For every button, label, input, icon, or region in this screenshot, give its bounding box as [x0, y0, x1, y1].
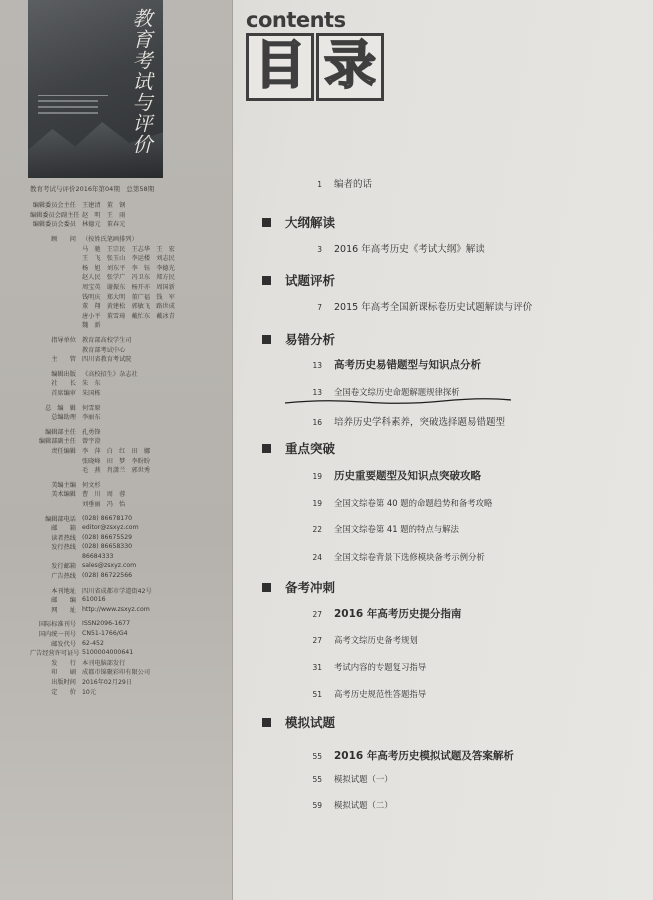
credit-value: 教育部考试中心 [82, 346, 126, 354]
toc-page-number: 24 [312, 553, 322, 562]
credit-value: 四川省教育考试院 [82, 356, 132, 364]
credit-value: 何文杉 [82, 481, 101, 489]
toc-entry-title: 全国文综卷第 40 题的命题趋势和备考攻略 [334, 498, 493, 508]
credit-value: 2016年02月29日 [82, 679, 133, 687]
toc-page-number: 3 [317, 245, 322, 254]
toc-entry [296, 176, 372, 190]
credit-value: (028) 86678170 [82, 514, 133, 522]
toc-entry-title: 2015 年高考全国新课标卷历史试题解读与评价 [334, 302, 533, 313]
credit-value: (028) 86722566 [82, 572, 133, 580]
credit-value: 张晓峰 田 梦 李盼盼 [82, 457, 151, 465]
toc-section-title: 大纲解读 [285, 215, 336, 230]
toc-entry-title: 全国文综卷背景下选修模块备考示例分析 [334, 552, 485, 562]
credit-value: 李丽东 [82, 414, 101, 422]
square-bullet-icon [262, 218, 271, 227]
toc-page-number: 27 [312, 610, 322, 619]
toc-page-number: 31 [312, 663, 322, 672]
square-bullet-icon [262, 444, 271, 453]
credit-label: 主 管 [51, 356, 76, 364]
square-bullet-icon [262, 718, 271, 727]
toc-page-number: 19 [312, 472, 322, 481]
credit-label: 国内统一刊号 [38, 631, 76, 639]
toc-entry [296, 551, 485, 563]
credit-label: 定 价 [51, 688, 76, 696]
toc-section-heading [262, 713, 335, 731]
credit-label: 读者热线 [51, 534, 76, 542]
toc-entry-title: 历史重要题型及知识点突破攻略 [334, 470, 481, 482]
credit-value: 朱国栋 [82, 389, 101, 397]
credit-value: editor@zsxyz.com [82, 524, 139, 532]
credit-value: 朱 东 [82, 380, 101, 388]
credit-value: 四川省成都市学道街42号 [82, 587, 152, 595]
credit-value: 林德元 董春元 [82, 221, 126, 229]
toc-entry [296, 688, 426, 700]
toc-entry [296, 414, 505, 428]
credit-label: 印 刷 [51, 669, 76, 677]
toc-entry-title: 高考文综历史备考规划 [334, 635, 418, 645]
credit-value: 10元 [82, 688, 97, 696]
toc-page-number: 55 [312, 752, 322, 761]
toc-entry-title: 全国文综卷第 41 题的特点与解法 [334, 524, 459, 534]
credit-label: 发行热线 [51, 544, 76, 552]
credit-value: 李 萍 白 红 田 娜 [82, 447, 151, 455]
square-bullet-icon [262, 276, 271, 285]
handwritten-underline [283, 397, 513, 407]
toc-section-title: 易错分析 [285, 332, 336, 347]
credit-value: 610016 [82, 596, 106, 604]
issue-line: 教育考试与评价2016年第04期 总第58期 [30, 185, 155, 193]
toc-entry [296, 497, 492, 509]
toc-entry [296, 241, 485, 255]
toc-entry-title: 高考历史规范性答题指导 [334, 689, 427, 699]
toc-section-title: 备考冲刺 [285, 580, 336, 595]
toc-section-title: 模拟试题 [285, 715, 336, 730]
toc-section-title: 重点突破 [285, 441, 336, 456]
credit-value: 钱明庆 郑大明 董广福 钱 军 [82, 293, 175, 301]
logo-char-mu: 目 [246, 33, 314, 101]
toc-section-heading [262, 213, 335, 231]
credit-value: 周宝英 谢振东 杨开亦 周国新 [82, 284, 175, 292]
toc-entry-title: 2016 年高考历史《考试大纲》解读 [334, 244, 485, 255]
credit-value: 何雪原 [82, 404, 101, 412]
credit-value: 86684333 [82, 552, 114, 560]
square-bullet-icon [262, 335, 271, 344]
toc-entry-title: 高考历史易错题型与知识点分析 [334, 359, 481, 371]
toc-page-number: 55 [312, 775, 322, 784]
toc-entry [296, 799, 393, 811]
credit-value: 赵人民 张学广 冯卫东 郑方民 [82, 274, 175, 282]
credit-label: 邮发代号 [51, 640, 76, 648]
toc-entry [296, 606, 461, 621]
toc-page-number: 7 [317, 303, 322, 312]
credit-label: 邮 箱 [51, 525, 76, 533]
toc-page-number: 59 [312, 801, 322, 810]
toc-entry [296, 748, 514, 763]
credit-label: 编辑委员会副主任 [30, 211, 80, 219]
credit-label: 美编主编 [51, 481, 76, 489]
toc-entry-title: 考试内容的专题复习指导 [334, 662, 427, 672]
contents-word: contents [246, 8, 346, 32]
credit-value: 教育部高校学生司 [82, 337, 132, 345]
credit-value: 62-452 [82, 639, 104, 647]
toc-entry-title: 2016 年高考历史模拟试题及答案解析 [334, 750, 514, 762]
toc-entry [296, 634, 418, 646]
square-bullet-icon [262, 583, 271, 592]
credit-value: 杨 旭 刘东平 李 钰 李德光 [82, 264, 175, 272]
credit-label: 邮 编 [51, 597, 76, 605]
credit-value: 王建清 董 钢 [82, 202, 126, 210]
credit-value: 曾宇澄 [82, 438, 101, 446]
credit-value: 5100004000641 [82, 649, 134, 657]
credit-value: 唐小平 董雪琦 戴忙东 戴冰青 [82, 312, 175, 320]
credit-label: 美术编辑 [51, 491, 76, 499]
credit-value: sales@zsxyz.com [82, 562, 137, 570]
credit-label: 编辑部副主任 [38, 438, 76, 446]
credit-label: 发行邮箱 [51, 563, 76, 571]
toc-page-number: 22 [312, 525, 322, 534]
credit-value: 本刊电脑部发行 [82, 659, 126, 667]
toc-entry-title: 模拟试题（一） [334, 774, 393, 784]
credit-label: 编辑委员会主任 [32, 202, 76, 210]
toc-page-number: 1 [317, 180, 322, 189]
credit-value: (028) 86675529 [82, 533, 133, 541]
credit-value: ISSN2096-1677 [82, 620, 131, 628]
toc-entry-title: 培养历史学科素养，突破选择题易错题型 [334, 417, 506, 428]
toc-section-title: 试题评析 [285, 273, 336, 288]
credit-value: 成都市锦聚彩印有限公司 [82, 669, 151, 677]
credit-value: CN51-1766/G4 [82, 630, 128, 638]
credit-label: 顾 问 [51, 236, 76, 244]
toc-section-heading [262, 271, 335, 289]
credit-label: 网 址 [51, 606, 76, 614]
toc-section-heading [262, 330, 335, 348]
credit-label: 编辑委员会委员 [32, 221, 76, 229]
credit-value: 刘垂丽 冯 怡 [82, 500, 126, 508]
credit-label: 责任编辑 [51, 447, 76, 455]
credit-value: 魏 新 [82, 322, 101, 330]
toc-entry [296, 773, 393, 785]
cover-title: 教育考试与评价 [129, 8, 153, 155]
toc-entry-title: 模拟试题（二） [334, 800, 393, 810]
toc-page-number: 13 [312, 388, 322, 397]
logo-char-lu: 录 [316, 33, 384, 101]
credit-value: 王 飞 张玉山 李运楼 刘志民 [82, 255, 175, 263]
toc-entry-title: 2016 年高考历史提分指南 [334, 608, 462, 620]
credit-label: 编辑出版 [51, 370, 76, 378]
credit-value: 毛 燕 肖潇兰 郭世秀 [82, 467, 151, 475]
toc-section-heading [262, 578, 335, 596]
credit-label: 指导单位 [51, 337, 76, 345]
toc-entry-title: 编者的话 [334, 179, 373, 190]
credit-value: 孔勇锋 [82, 428, 101, 436]
credit-value: 马 驰 王宗民 王志华 王 宏 [82, 245, 175, 253]
credit-label: 发 行 [51, 659, 76, 667]
toc-entry [296, 468, 481, 483]
credit-label: 社 长 [51, 380, 76, 388]
credit-value: http://www.zsxyz.com [82, 605, 150, 613]
credit-value: （按姓氏笔画排列） [82, 236, 138, 244]
credit-label: 总编助理 [51, 414, 76, 422]
toc-page-number: 27 [312, 636, 322, 645]
toc-page-number: 16 [312, 418, 322, 427]
toc-entry [296, 523, 459, 535]
credit-label: 广告热线 [51, 573, 76, 581]
credit-value: 曹 川 周 蓉 [82, 491, 126, 499]
credit-label: 出版时间 [51, 679, 76, 687]
credit-label: 首席编审 [51, 389, 76, 397]
toc-section-heading [262, 439, 335, 457]
credit-value: (028) 86658330 [82, 543, 133, 551]
credit-label: 国际标准刊号 [38, 621, 76, 629]
toc-entry [296, 299, 532, 313]
credit-value: 赵 明 王 雨 [82, 211, 126, 219]
toc-entry [296, 661, 426, 673]
credit-value: 《高校招生》杂志社 [82, 370, 138, 378]
toc-page-number: 51 [312, 690, 322, 699]
toc-page-number: 19 [312, 499, 322, 508]
credit-label: 广告经营许可证号 [30, 650, 80, 658]
credit-label: 编辑部主任 [45, 428, 76, 436]
credit-label: 本刊地址 [51, 587, 76, 595]
credit-value: 董 翔 黄建松 郭敏飞 路世成 [82, 303, 175, 311]
toc-page-number: 13 [312, 361, 322, 370]
toc-entry [296, 357, 481, 372]
credit-label: 编辑部电话 [45, 515, 76, 523]
toc-entry-title: 全国卷文综历史命题解题规律探析 [334, 387, 460, 397]
credit-label: 总 编 辑 [45, 404, 76, 412]
